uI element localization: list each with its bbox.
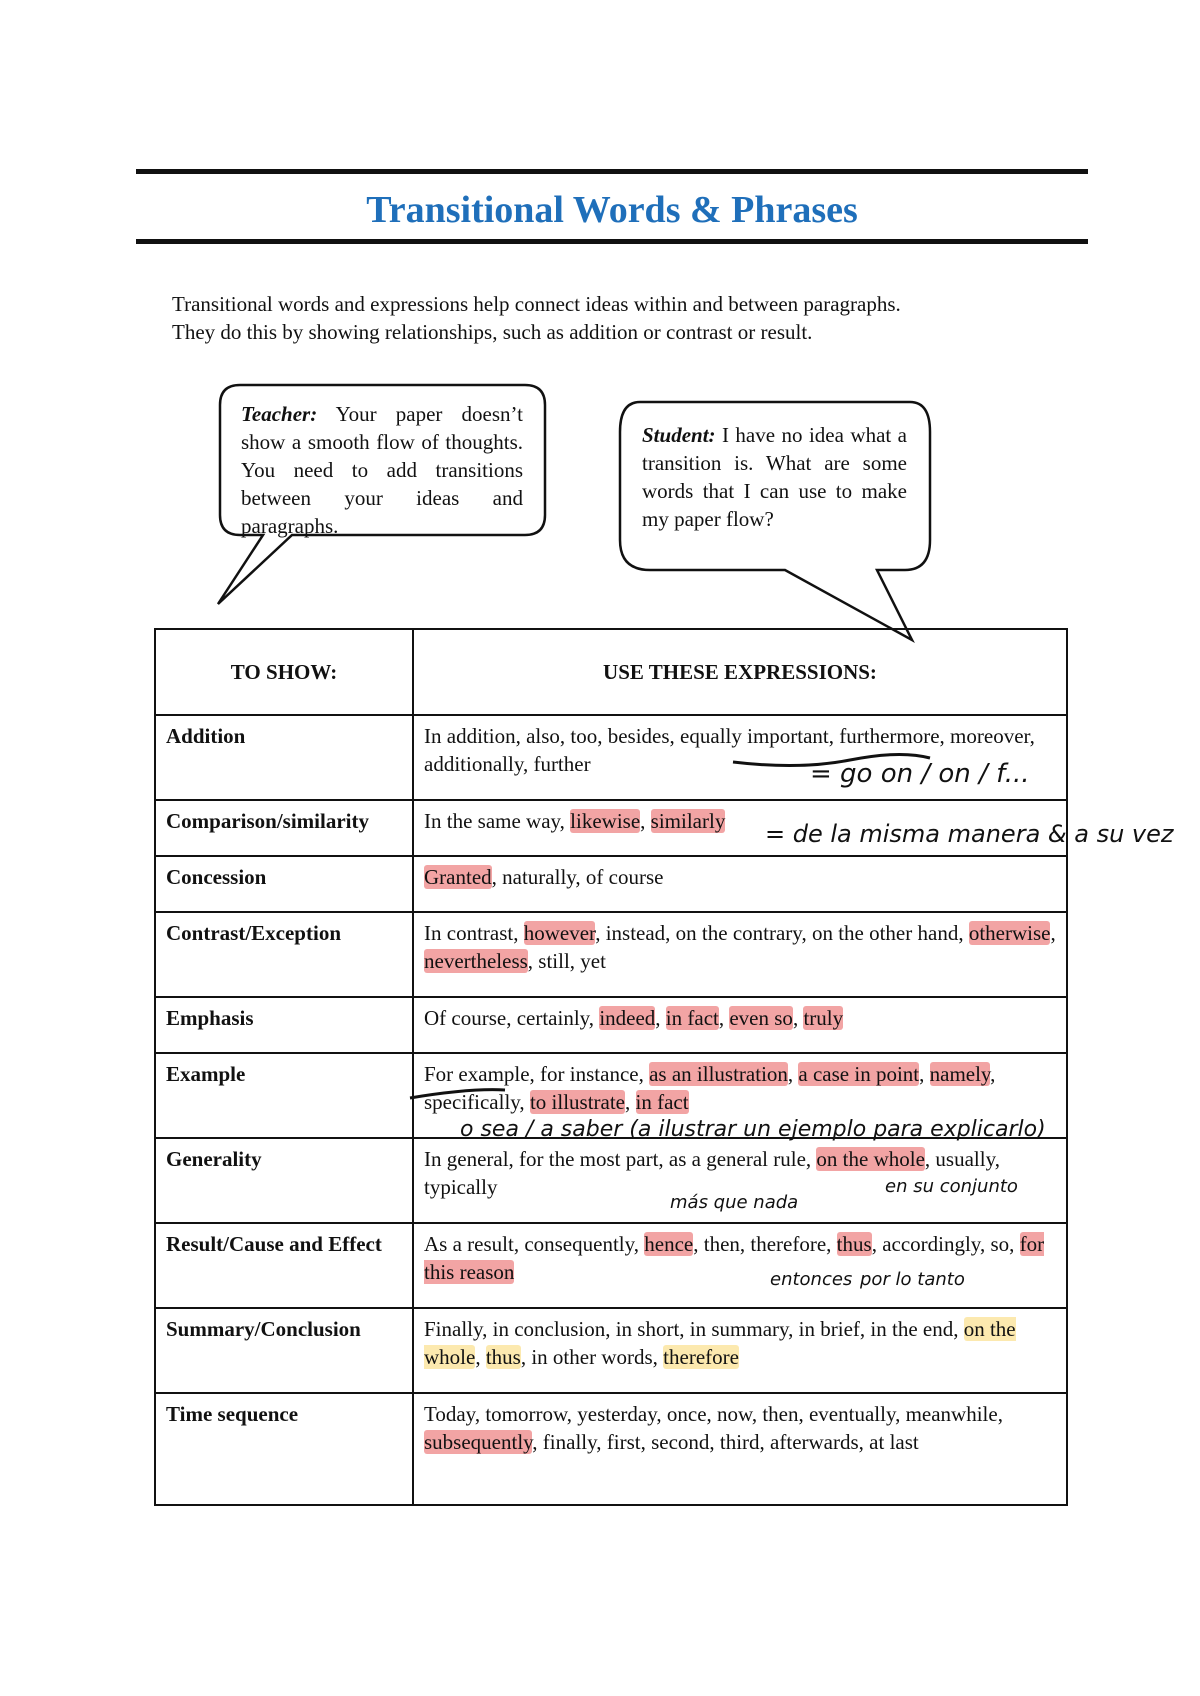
highlighted-phrase: hence bbox=[644, 1232, 694, 1256]
row-category: Time sequence bbox=[155, 1393, 413, 1505]
intro-line-2: They do this by showing relationships, such as addition or contrast or result. bbox=[172, 320, 813, 344]
table-row bbox=[155, 997, 1067, 1053]
row-category: Result/Cause and Effect bbox=[155, 1223, 413, 1308]
result-note-2: por lo tanto bbox=[860, 1269, 965, 1290]
table-row bbox=[155, 1053, 1067, 1138]
highlighted-phrase: in fact bbox=[665, 1006, 719, 1030]
row-category: Summary/Conclusion bbox=[155, 1308, 413, 1393]
row-category: Example bbox=[155, 1053, 413, 1138]
row-category: Addition bbox=[155, 715, 413, 800]
row-category: Generality bbox=[155, 1138, 413, 1223]
student-bubble-text bbox=[642, 421, 907, 533]
highlighted-phrase: for this reason bbox=[424, 1232, 1045, 1284]
intro-line-1: Transitional words and expressions help connect ideas within and between paragraphs. bbox=[172, 292, 901, 316]
row-expressions: In the same way, likewise, similarly bbox=[413, 800, 1067, 856]
student-message: I have no idea what a transition is. What are some words that I can use to make my paper flow? bbox=[642, 423, 907, 531]
addition-note: = go on / on / f... bbox=[810, 759, 1030, 789]
result-note-1: entonces bbox=[770, 1269, 853, 1290]
table-row bbox=[155, 1223, 1067, 1308]
table-row bbox=[155, 912, 1067, 997]
row-expressions: For example, for instance, as an illustration, a case in point, namely, specifically, to illustrate, in fact bbox=[413, 1053, 1067, 1138]
highlighted-phrase: likewise bbox=[570, 809, 641, 833]
highlighted-phrase: therefore bbox=[663, 1345, 739, 1369]
highlighted-phrase: indeed bbox=[599, 1006, 656, 1030]
highlighted-phrase: a case in point bbox=[798, 1062, 920, 1086]
header-to-show: TO SHOW: bbox=[155, 629, 413, 715]
highlighted-phrase: as an illustration bbox=[649, 1062, 788, 1086]
teacher-speaker: Teacher: bbox=[241, 402, 318, 426]
highlighted-phrase: even so bbox=[729, 1006, 793, 1030]
table-row bbox=[155, 800, 1067, 856]
highlighted-phrase: Granted bbox=[424, 865, 492, 889]
row-category: Comparison/similarity bbox=[155, 800, 413, 856]
row-expressions: Today, tomorrow, yesterday, once, now, then, eventually, meanwhile, subsequently, finally, first, second, third, afterwards, at last bbox=[413, 1393, 1067, 1505]
student-speaker: Student: bbox=[642, 423, 716, 447]
teacher-message: Your paper doesn’t show a smooth flow of thoughts. You need to add transitions between your ideas and paragraphs. bbox=[241, 402, 523, 538]
table-row bbox=[155, 856, 1067, 912]
table-row bbox=[155, 1393, 1067, 1505]
highlighted-phrase: namely bbox=[929, 1062, 991, 1086]
speech-bubbles bbox=[0, 0, 1200, 700]
highlighted-phrase: to illustrate bbox=[529, 1090, 626, 1114]
header-expressions: USE THESE EXPRESSIONS: bbox=[413, 629, 1067, 715]
highlighted-phrase: however bbox=[523, 921, 596, 945]
highlighted-phrase: on the whole bbox=[424, 1317, 1016, 1369]
row-category: Emphasis bbox=[155, 997, 413, 1053]
highlighted-phrase: thus bbox=[836, 1232, 872, 1256]
highlighted-phrase: truly bbox=[803, 1006, 844, 1030]
teacher-bubble-text bbox=[241, 400, 523, 538]
row-expressions: Of course, certainly, indeed, in fact, even so, truly bbox=[413, 997, 1067, 1053]
highlighted-phrase: in fact bbox=[635, 1090, 689, 1114]
table-header-row bbox=[155, 629, 1067, 715]
highlighted-phrase: nevertheless bbox=[424, 949, 528, 973]
transitions-table bbox=[154, 628, 1068, 1506]
highlighted-phrase: otherwise bbox=[968, 921, 1051, 945]
table-row bbox=[155, 715, 1067, 800]
highlighted-phrase: similarly bbox=[650, 809, 726, 833]
row-category: Concession bbox=[155, 856, 413, 912]
row-expressions: As a result, consequently, hence, then, therefore, thus, accordingly, so, for this reason bbox=[413, 1223, 1067, 1308]
example-note: o sea / a saber (a ilustrar un ejemplo para explicarlo) bbox=[460, 1117, 1046, 1142]
page-title: Transitional Words & Phrases bbox=[366, 189, 858, 231]
highlighted-phrase: thus bbox=[485, 1345, 521, 1369]
generality-note-2: en su conjunto bbox=[885, 1176, 1018, 1197]
row-expressions: Granted, naturally, of course bbox=[413, 856, 1067, 912]
row-expressions: In contrast, however, instead, on the contrary, on the other hand, otherwise, nevertheless, still, yet bbox=[413, 912, 1067, 997]
row-expressions: In addition, also, too, besides, equally important, furthermore, moreover, additionally, further bbox=[413, 715, 1067, 800]
table-row bbox=[155, 1138, 1067, 1223]
highlighted-phrase: on the whole bbox=[816, 1147, 925, 1171]
generality-note-1: más que nada bbox=[670, 1192, 799, 1213]
row-expressions: In general, for the most part, as a general rule, on the whole, usually, typically bbox=[413, 1138, 1067, 1223]
highlighted-phrase: subsequently bbox=[424, 1430, 533, 1454]
table-row bbox=[155, 1308, 1067, 1393]
comparison-note: = de la misma manera & a su vez bbox=[765, 820, 1174, 848]
row-expressions: Finally, in conclusion, in short, in summary, in brief, in the end, on the whole, thus, in other words, therefore bbox=[413, 1308, 1067, 1393]
row-category: Contrast/Exception bbox=[155, 912, 413, 997]
